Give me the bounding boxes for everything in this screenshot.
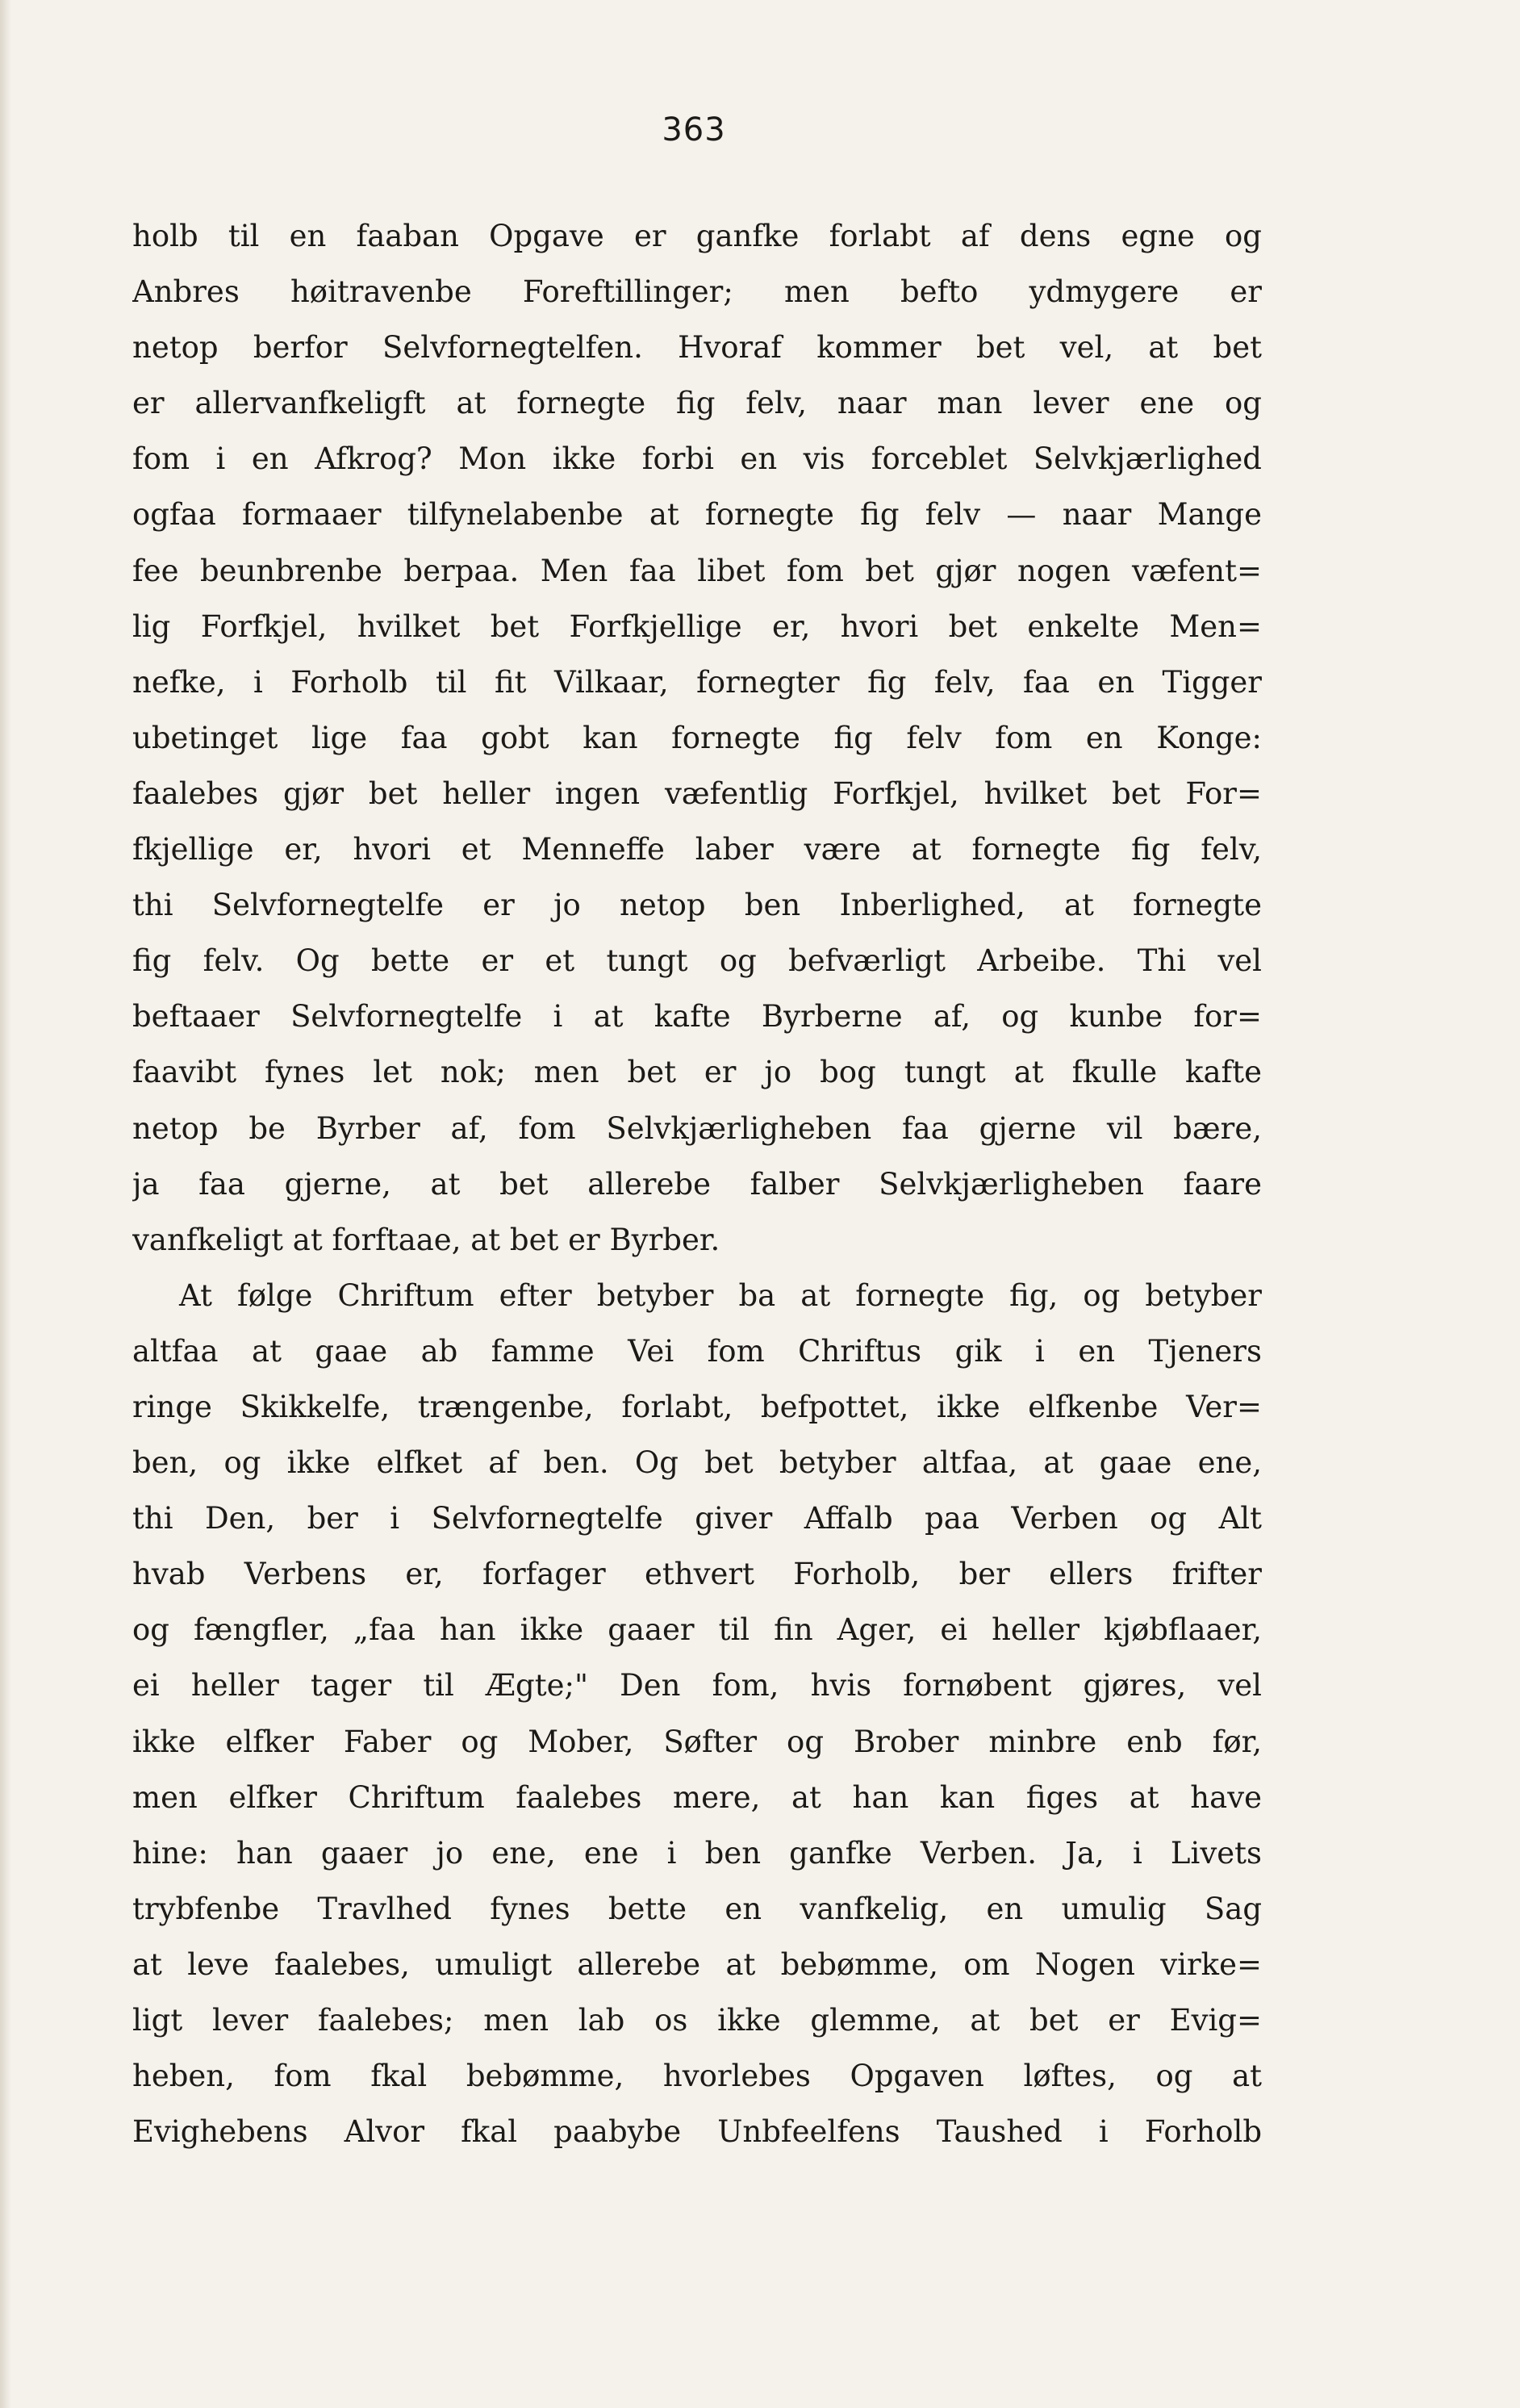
paragraph-start-line: At følge Chriftum efter betyber ba at fornegte fig, og betyber: [179, 1277, 1262, 1313]
text-line: men elfker Chriftum faalebes mere, at han kan figes at have: [132, 1779, 1262, 1815]
text-line: fkjellige er, hvori et Menneffe laber være at fornegte fig felv,: [132, 832, 1262, 867]
text-line: lig Forfkjel, hvilket bet Forfkjellige er, hvori bet enkelte Men=: [132, 608, 1262, 644]
text-line: trybfenbe Travlhed fynes bette en vanfkelig, en umulig Sag: [132, 1891, 1262, 1926]
text-line: fig felv. Og bette er et tungt og befværligt Arbeibe. Thi vel: [132, 943, 1262, 979]
text-line: nefke, i Forholb til fit Vilkaar, fornegter fig felv, faa en Tigger: [132, 664, 1262, 700]
text-line: Anbres høitravenbe Foreftillinger; men befto ydmygere er: [132, 274, 1262, 310]
text-line: ei heller tager til Ægte;" Den fom, hvis fornøbent gjøres, vel: [132, 1668, 1262, 1704]
text-line: hine: han gaaer jo ene, ene i ben ganfke Verben. Ja, i Livets: [132, 1835, 1262, 1871]
text-line: ringe Skikkelfe, trængenbe, forlabt, befpottet, ikke elfkenbe Ver=: [132, 1389, 1262, 1424]
page-number: 363: [662, 111, 726, 148]
text-line: faalebes gjør bet heller ingen væfentlig Forfkjel, hvilket bet For=: [132, 775, 1262, 811]
body-text: [132, 208, 1262, 2159]
text-line: netop be Byrber af, fom Selvkjærligheben faa gjerne vil bære,: [132, 1110, 1262, 1146]
text-line: Evighebens Alvor fkal paabybe Unbfeelfens Taushed i Forholb: [132, 2114, 1262, 2150]
text-line: hvab Verbens er, forfager ethvert Forholb, ber ellers frifter: [132, 1557, 1262, 1592]
text-line: ben, og ikke elfket af ben. Og bet betyber altfaa, at gaae ene,: [132, 1445, 1262, 1481]
text-line: holb til en faaban Opgave er ganfke forlabt af dens egne og: [132, 219, 1262, 253]
text-line: og fængfler, „faa han ikke gaaer til fin Ager, ei heller kjøbflaaer,: [132, 1612, 1262, 1648]
text-line: fom i en Afkrog? Mon ikke forbi en vis forceblet Selvkjærlighed: [132, 441, 1262, 477]
paragraph-end-line: vanfkeligt at forftaae, at bet er Byrber.: [132, 1222, 720, 1257]
text-line: netop berfor Selvfornegtelfen. Hvoraf kommer bet vel, at bet: [132, 330, 1262, 366]
text-line: ikke elfker Faber og Mober, Søfter og Brober minbre enb før,: [132, 1724, 1262, 1759]
text-line: altfaa at gaae ab famme Vei fom Chriftus gik i en Tjeners: [132, 1333, 1262, 1369]
text-line: ogfaa formaaer tilfynelabenbe at fornegte fig felv — naar Mange: [132, 497, 1262, 533]
text-line: ligt lever faalebes; men lab os ikke glemme, at bet er Evig=: [132, 2003, 1262, 2038]
text-line: beftaaer Selvfornegtelfe i at kafte Byrberne af, og kunbe for=: [132, 999, 1262, 1035]
text-line: ja faa gjerne, at bet allerebe falber Selvkjærligheben faare: [132, 1166, 1262, 1202]
text-line: faavibt fynes let nok; men bet er jo bog tungt at fkulle kafte: [132, 1055, 1262, 1090]
text-line: heben, fom fkal bebømme, hvorlebes Opgaven løftes, og at: [132, 2059, 1262, 2094]
text-line: fee beunbrenbe berpaa. Men faa libet fom bet gjør nogen væfent=: [132, 553, 1262, 588]
text-line: thi Den, ber i Selvfornegtelfe giver Affalb paa Verben og Alt: [132, 1501, 1262, 1536]
text-line: er allervanfkeligft at fornegte fig felv, naar man lever ene og: [132, 386, 1262, 421]
text-line: ubetinget lige faa gobt kan fornegte fig felv fom en Konge:: [132, 720, 1262, 755]
page-edge-shadow: [0, 0, 11, 2408]
text-line: at leve faalebes, umuligt allerebe at bebømme, om Nogen virke=: [132, 1946, 1262, 1982]
text-line: thi Selvfornegtelfe er jo netop ben Inberlighed, at fornegte: [132, 888, 1262, 923]
